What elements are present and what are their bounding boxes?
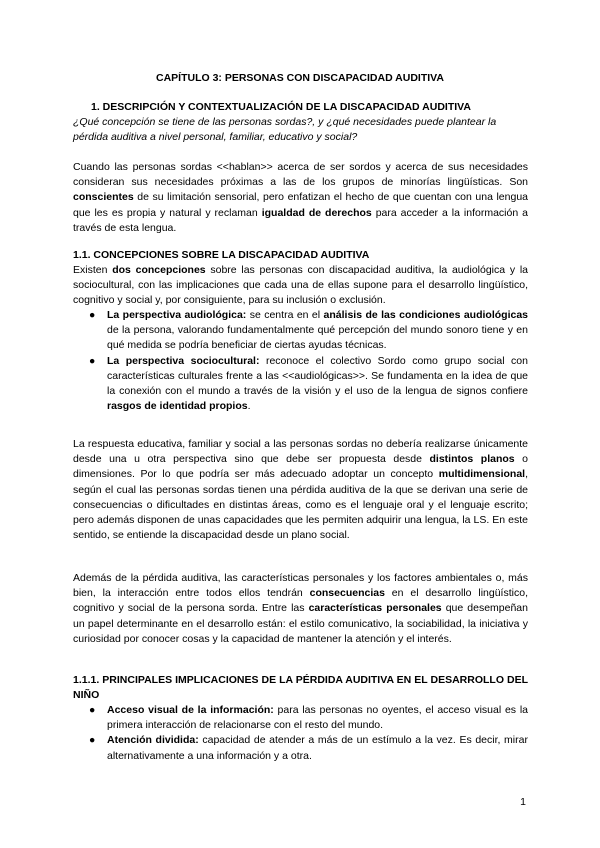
bullet-icon: ● xyxy=(89,704,96,716)
text-run: reconoce el colectivo Sordo como grupo social con características culturales frente a las <<audiológicas>>. Se fundamenta en la idea de que la conexión con el mundo a través de la visión y el uso de la lengua de signos confiere xyxy=(107,354,528,398)
list-item xyxy=(73,308,528,354)
text-run: Existen xyxy=(73,264,113,276)
paragraph-educational-response xyxy=(73,437,528,543)
text-run: o dimensiones. Por lo que podría ser más adecuado adoptar un concepto xyxy=(73,453,528,481)
text-bold: distintos planos xyxy=(429,453,515,466)
text-bold: La perspectiva audiológica: xyxy=(107,309,247,321)
chapter-title: CAPÍTULO 3: PERSONAS CON DISCAPACIDAD AUDITIVA xyxy=(156,72,444,84)
section-1-1-heading: 1.1. CONCEPCIONES SOBRE LA DISCAPACIDAD AUDITIVA xyxy=(73,249,370,261)
text-run: La respuesta educativa, familiar y social a las personas sordas no debería realizarse únicamente desde una u otra perspectiva sino que debe ser propuesta desde xyxy=(73,438,528,466)
text-bold: dos concepciones xyxy=(112,264,206,276)
text-run: para las personas no oyentes, el acceso visual es la primera interacción de relacionarse con el resto del mundo. xyxy=(107,704,528,732)
text-run: capacidad de atender a más de un estímulo a la vez. Es decir, mirar alternativamente a una información y a otra. xyxy=(107,734,528,762)
text-bold: Atención dividida: xyxy=(107,734,199,747)
text-run: que desempeñan un papel determinante en el desarrollo están: el estilo comunicativo, la sociabilidad, la iniciativa y curiosidad por conocer cosas y la capacidad de mantener la atención y el interés. xyxy=(73,602,528,645)
text-run: de su limitación sensorial, pero enfatizan el hecho de que cuentan con una lengua que les es propia y natural y reclaman xyxy=(73,191,528,219)
text-bold: La perspectiva sociocultural: xyxy=(107,354,260,367)
text-run: en el desarrollo lingüístico, cognitivo y social de la persona sorda. Entre las xyxy=(73,587,528,615)
text-bold: análisis de las condiciones audiológicas xyxy=(323,309,528,321)
text-run: de la persona, valorando fundamentalmente qué percepción del mundo sonoro tiene y en qué medida se podría beneficiar de ciertas ayudas técnicas. xyxy=(107,324,528,352)
list-item xyxy=(73,703,528,733)
page-number: 1 xyxy=(520,796,526,808)
paragraph-deaf-needs xyxy=(73,160,528,236)
text-run: sobre las personas con discapacidad auditiva, la audiológica y la sociocultural, con las implicaciones que cada una de ellas supone para el desarrollo lingüístico, cognitivo y social y, por consiguiente, para su inclusión o exclusión. xyxy=(73,264,528,307)
text-run: Cuando las personas sordas <<hablan>> acerca de ser sordos y acerca de sus necesidades consideran sus necesidades próximas a las de los grupos de minorías lingüísticas. Son xyxy=(73,161,528,189)
bullet-icon: ● xyxy=(89,309,96,321)
text-run: para acceder a la información a través de esta lengua. xyxy=(73,206,528,234)
bullet-icon: ● xyxy=(89,734,96,747)
paragraph-two-conceptions xyxy=(73,263,528,309)
text-run: se centra en el xyxy=(246,309,324,321)
text-bold: rasgos de identidad propios xyxy=(107,400,248,413)
text-bold: consecuencias xyxy=(309,587,385,600)
list-item xyxy=(73,733,528,763)
section-1-question: ¿Qué concepción se tiene de las personas sordas?, y ¿qué necesidades puede plantear la pérdida auditiva a nivel personal, familiar, educativo y social? xyxy=(73,116,497,144)
section-1-heading: 1. DESCRIPCIÓN Y CONTEXTUALIZACIÓN DE LA DISCAPACIDAD AUDITIVA xyxy=(91,101,471,113)
list-item xyxy=(73,354,528,415)
text-run: , según el cual las personas sordas tienen una pérdida auditiva de la que se derivan una serie de consecuencias o dificultades en distintas áreas, como es el lenguaje oral y el lenguaje escrito; pero además disponen de unas capacidades que les permiten adquirir una lengua, la LS. En este sentido, se entiende la discapacidad desde un plano social. xyxy=(73,468,528,542)
text-run: Además de la pérdida auditiva, las características personales y los factores ambientales o, más bien, la interacción entre todos ellos tendrán xyxy=(73,572,528,600)
section-1-1-1-heading: 1.1.1. PRINCIPALES IMPLICACIONES DE LA PÉRDIDA AUDITIVA EN EL DESARROLLO DEL NIÑO xyxy=(73,674,528,702)
text-bold: conscientes xyxy=(73,191,134,204)
text-bold: multidimensional xyxy=(438,468,526,481)
text-run: . xyxy=(247,400,251,413)
text-bold: igualdad de derechos xyxy=(261,206,372,219)
conceptions-list xyxy=(73,308,528,414)
implications-list xyxy=(73,703,528,764)
text-bold: Acceso visual de la información: xyxy=(107,704,274,716)
bullet-icon: ● xyxy=(89,354,96,367)
paragraph-personal-characteristics xyxy=(73,571,528,647)
text-bold: características personales xyxy=(308,602,442,615)
